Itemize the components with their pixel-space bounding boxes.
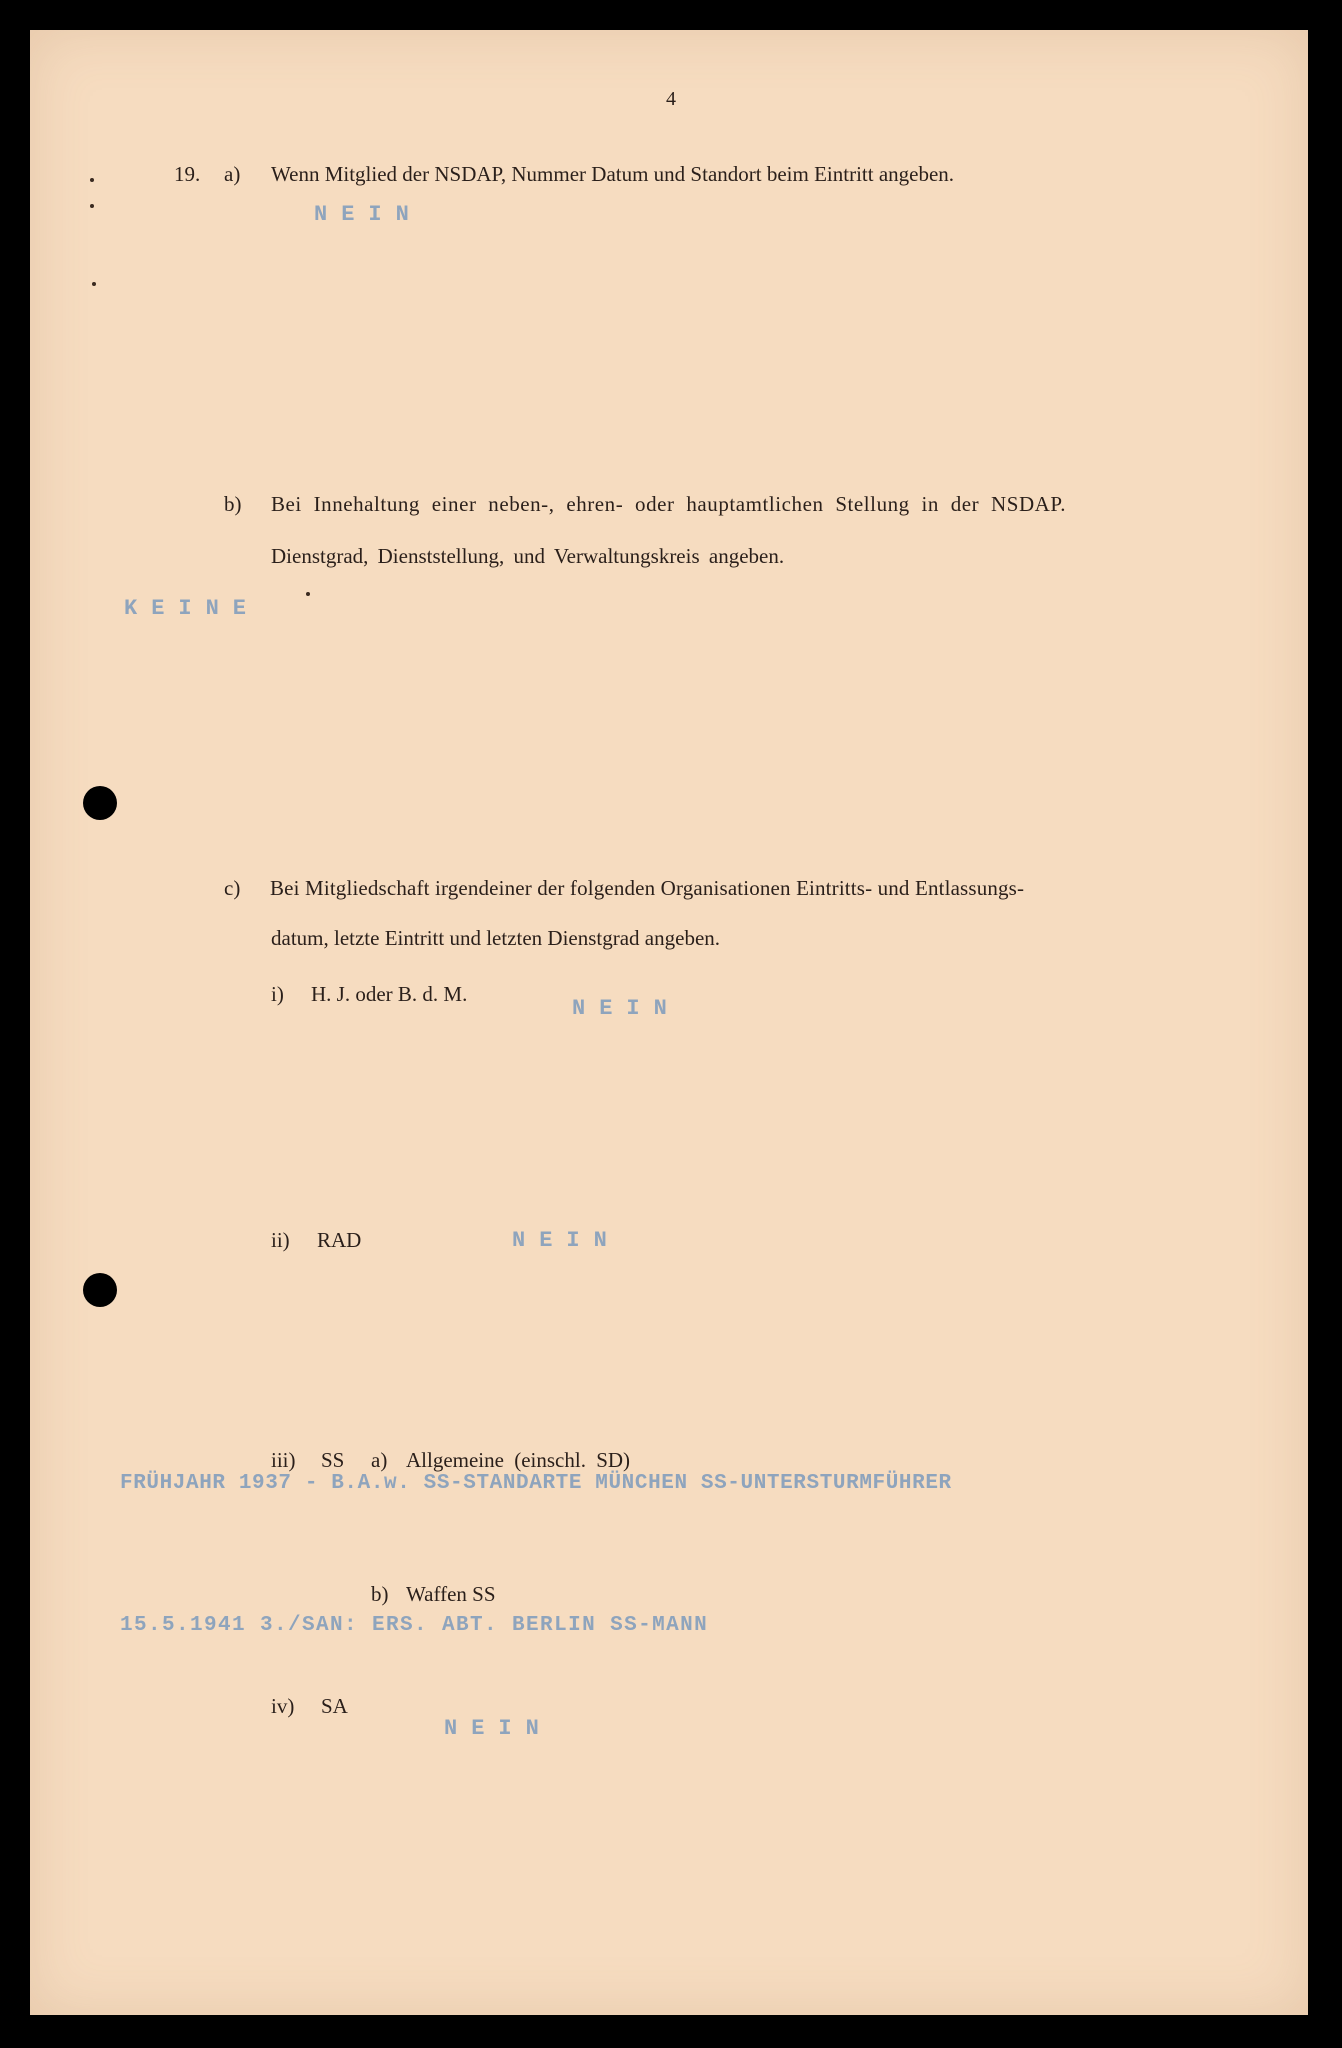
question-19b-line2: Dienstgrad, Dienststellung, und Verwaltungskreis angeben.	[271, 544, 785, 568]
item-iii-a-label: a)	[371, 1448, 388, 1472]
answer-19a: NEIN	[314, 202, 423, 227]
document-page	[30, 30, 1308, 2015]
answer-i: NEIN	[572, 996, 681, 1021]
punch-hole-lower	[83, 1273, 117, 1307]
question-19c-label: c)	[224, 876, 241, 900]
item-iv-label: iv)	[271, 1694, 295, 1718]
question-19a-label: a)	[224, 162, 241, 186]
item-iii-b-label: b)	[371, 1582, 389, 1606]
answer-iii-b: 15.5.1941 3./SAN: ERS. ABT. BERLIN SS-MANN	[120, 1614, 709, 1637]
question-19b-label: b)	[224, 492, 242, 516]
item-i-text: H. J. oder B. d. M.	[311, 982, 468, 1006]
paper-speck	[90, 204, 94, 208]
paper-speck	[90, 178, 94, 182]
item-iii-a-text: Allgemeine (einschl. SD)	[406, 1448, 631, 1472]
punch-hole-upper	[83, 786, 117, 820]
answer-19b: KEINE	[124, 596, 261, 621]
item-i-label: i)	[271, 982, 284, 1006]
item-iii-label: iii)	[271, 1448, 296, 1472]
item-iii-text: SS	[321, 1448, 345, 1472]
answer-iii-a: FRÜHJAHR 1937 - B.A.w. SS-STANDARTE MÜNCHEN SS-UNTERSTURMFÜHRER	[120, 1472, 952, 1495]
paper-speck	[92, 282, 96, 286]
paper-speck	[306, 592, 310, 596]
question-19-number: 19.	[174, 162, 201, 186]
item-ii-label: ii)	[271, 1228, 290, 1252]
question-19a-text: Wenn Mitglied der NSDAP, Nummer Datum und Standort beim Eintritt angeben.	[271, 162, 955, 186]
question-19c-line2: datum, letzte Eintritt und letzten Dienstgrad angeben.	[271, 926, 721, 950]
item-ii-text: RAD	[317, 1228, 362, 1252]
item-iii-b-text: Waffen SS	[406, 1582, 496, 1606]
answer-iv: NEIN	[444, 1716, 553, 1741]
answer-ii: NEIN	[512, 1228, 621, 1253]
item-iv-text: SA	[321, 1694, 348, 1718]
question-19b-line1: Bei Innehaltung einer neben-, ehren- oder hauptamtlichen Stellung in der NSDAP.	[271, 492, 1067, 516]
question-19c-line1: Bei Mitgliedschaft irgendeiner der folgenden Organisationen Eintritts- und Entlassungs-	[270, 876, 1025, 900]
page-number: 4	[666, 88, 676, 110]
